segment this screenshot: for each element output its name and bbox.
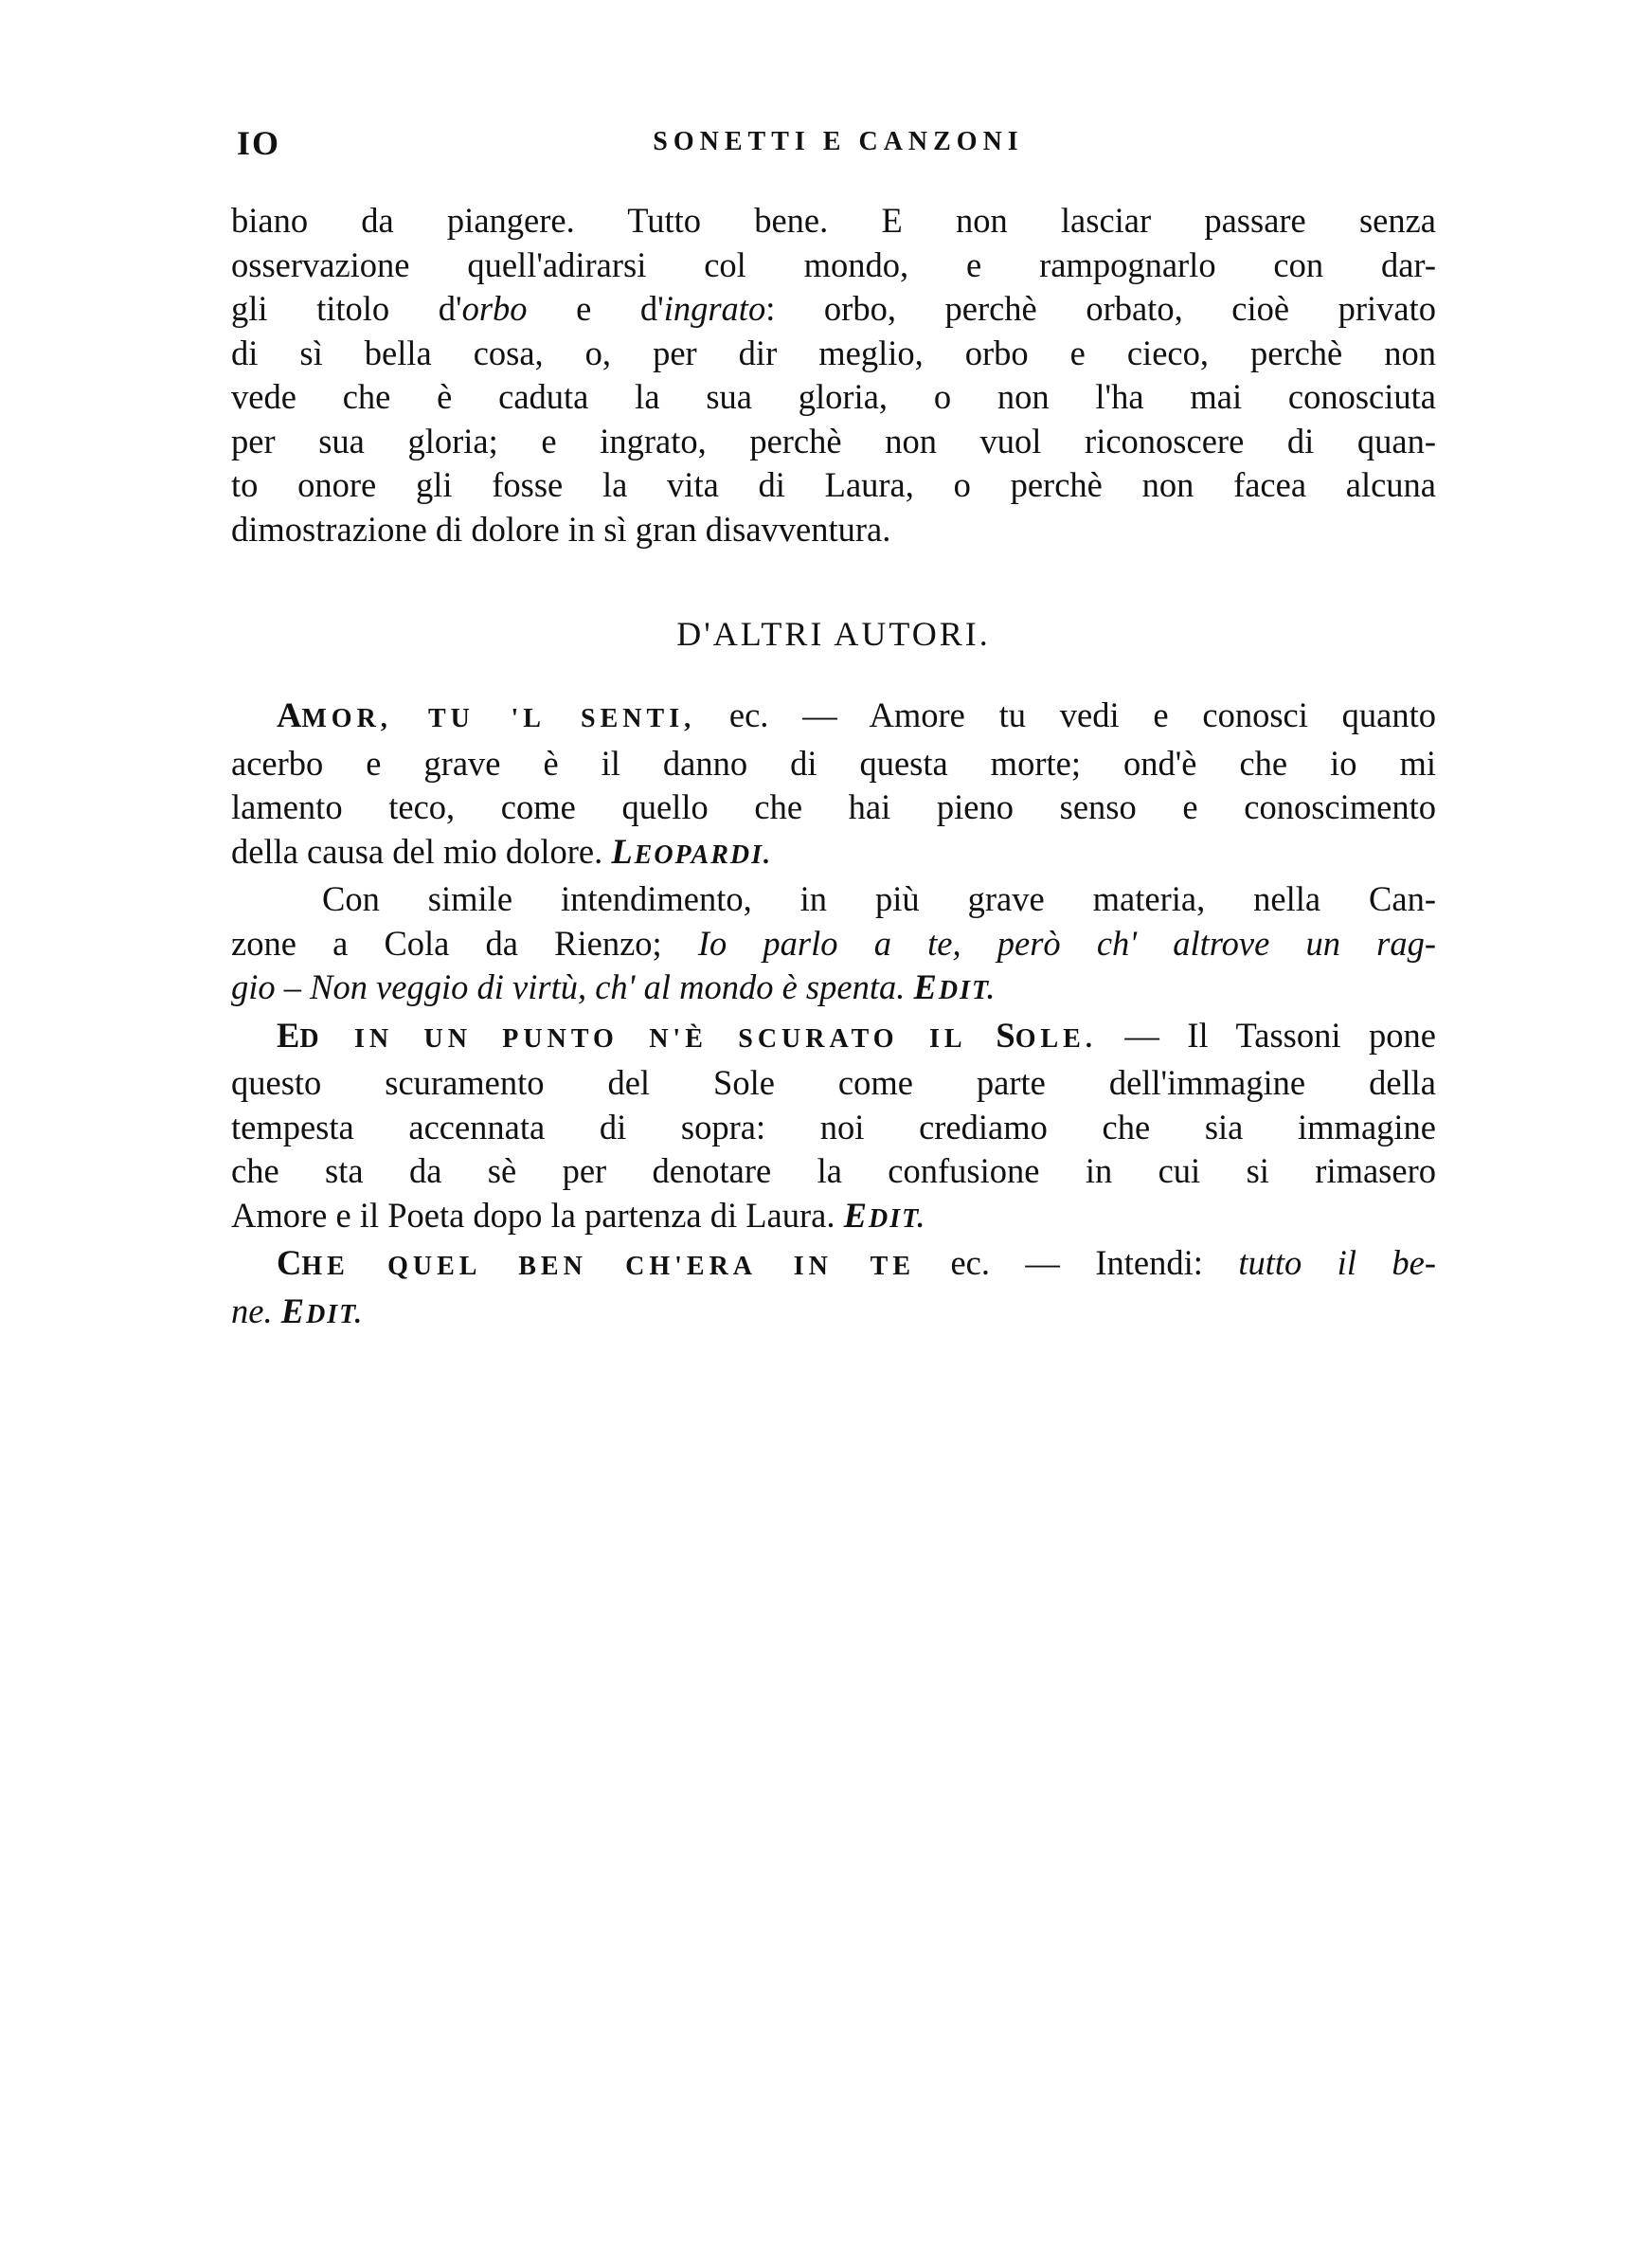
lemma: D IN UN PUNTO N'È SCURATO IL: [299, 1023, 997, 1054]
signature: EDIT.: [280, 1291, 364, 1330]
note-sole: [231, 1014, 1436, 1242]
quotation: ne.: [231, 1291, 281, 1330]
text-line: to onore gli fosse la vita di Laura, o perchè non facea alcuna: [231, 465, 1436, 504]
quotation: Io parlo a te, però ch' altrove un rag-: [697, 923, 1436, 963]
text-line: zone a Cola da Rienzo; Io parlo a te, però ch' altrove un rag-: [231, 923, 1436, 963]
text-line: tempesta accennata di sopra: noi crediamo che sia immagine: [231, 1107, 1436, 1147]
note-cola-da-rienzo: [231, 877, 1436, 1014]
signature: LEOPARDI.: [611, 831, 773, 871]
quotation: gio – Non veggio di virtù, ch' al mondo è spenta.: [231, 967, 914, 1006]
page-number: IO: [237, 124, 281, 162]
notes-section: [231, 694, 1436, 1337]
signature: EDIT.: [913, 967, 997, 1006]
text-line: gli titolo d'orbo e d'ingrato: orbo, perchè orbato, cioè privato: [231, 289, 1437, 328]
text-line: di sì bella cosa, o, per dir meglio, orbo e cieco, perchè non: [231, 333, 1436, 372]
section-title: D'ALTRI AUTORI.: [676, 615, 991, 653]
text-line: che sta da sè per denotare la confusione in cui si rimasero: [231, 1151, 1436, 1190]
text-line: lamento teco, come quello che hai pieno senso e conoscimento: [231, 787, 1436, 826]
quotation: tutto il be-: [1238, 1243, 1436, 1282]
text-line: [231, 966, 1436, 1014]
text-line: per sua gloria; e ingrato, perchè non vuol riconoscere di quan-: [231, 421, 1436, 460]
text-line: CHE QUEL BEN CH'ERA IN TE ec. — Intendi: tutto il be-: [277, 1243, 1436, 1282]
text-line: osservazione quell'adirarsi col mondo, e rampognarlo con dar-: [231, 244, 1436, 284]
text-line: Con simile intendimento, in più grave materia, nella Can-: [322, 879, 1436, 918]
text-line: biano da piangere. Tutto bene. E non lasciar passare senza: [231, 201, 1436, 240]
italic-word: orbo: [461, 289, 528, 328]
text-line: della causa del mio dolore. LEOPARDI.: [231, 831, 773, 871]
note-amor: [231, 694, 1436, 877]
running-head: [237, 123, 1440, 171]
text-line: vede che è caduta la sua gloria, o non l'ha mai conosciuta: [231, 377, 1436, 416]
signature: EDIT.: [843, 1195, 926, 1235]
text-line: acerbo e grave è il danno di questa morte; ond'è che io mi: [231, 743, 1436, 783]
running-title: SONETTI E CANZONI: [653, 127, 1024, 156]
text-line: dimostrazione di dolore in sì gran disavventura.: [231, 509, 891, 549]
text-line: Amore e il Poeta dopo la partenza di Laura. EDIT.: [231, 1195, 926, 1235]
commentary-paragraph: [231, 199, 1436, 551]
lemma: HE QUEL BEN CH'ERA IN TE: [301, 1252, 916, 1281]
note-che-quel-ben: [231, 1241, 1436, 1337]
lemma: MOR, TU 'L SENTI,: [301, 704, 696, 733]
text-line: AMOR, TU 'L SENTI, ec. — Amore tu vedi e conosci quanto: [277, 695, 1436, 734]
text-line: [231, 1290, 1436, 1338]
text-line: ED IN UN PUNTO N'È SCURATO IL SOLE. — Il Tassoni pone: [277, 1015, 1436, 1055]
text-line: questo scuramento del Sole come parte dell'immagine della: [231, 1063, 1436, 1102]
italic-word: ingrato: [663, 289, 766, 328]
